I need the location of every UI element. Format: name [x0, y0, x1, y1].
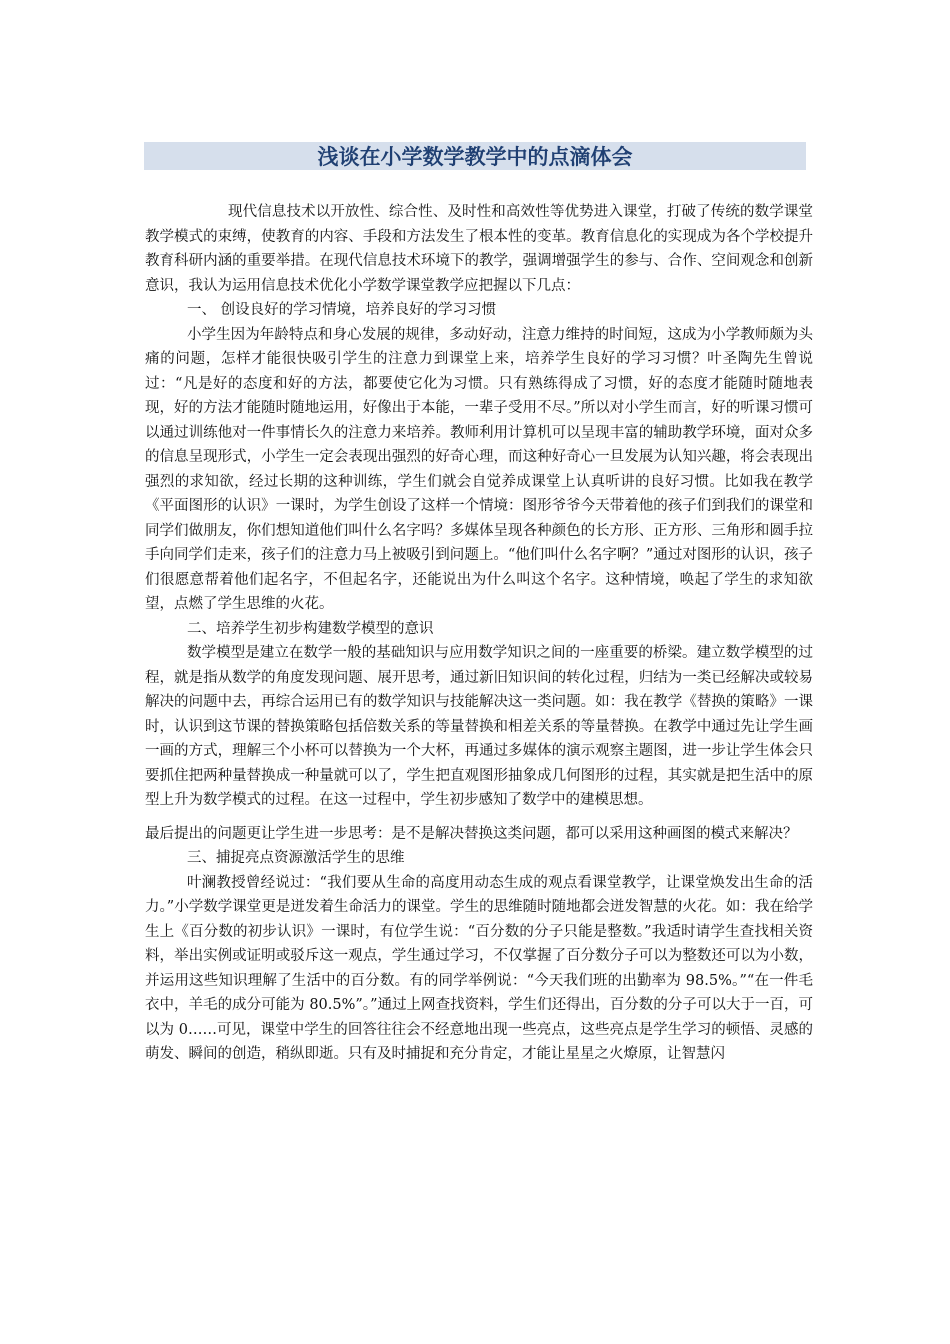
section-heading-1: 一、 创设良好的学习情境，培养良好的学习习惯 — [187, 302, 497, 318]
body-paragraph: 叶澜教授曾经说过：“我们要从生命的高度用动态生成的观点看课堂教学，让课堂焕发出生命的活力。”小学数学课堂更是迸发着生命活力的课堂。学生的思维随时随地都会迸发智慧的火花。如：我在给学生上《百分数的初步认识》一课时，有位学生说：“百分数的分子只能是整数。”我适时请学生查找相关资料，举出实例或证明或驳斥这一观点，学生通过学习，不仅掌握了百分数分子可以为整数还可以为小数，并运用这些知识理解了生活中的百分数。有的同学举例说：“今天我们班的出勤率为 98.5%。”“在一件毛衣中，羊毛的成分可能为 80.5%”。”通过上网查找资料，学生们还得出，百分数的分子可以大于一百，可以为 0……可见，课堂中学生的回答往往会不经意地出现一些亮点，这些亮点是学生学习的顿悟、灵感的萌发、瞬间的创造，稍纵即逝。只有及时捕捉和充分肯定，才能让星星之火燎原，让智慧闪 — [145, 874, 813, 1062]
body-paragraph: 小学生因为年龄特点和身心发展的规律，多动好动，注意力维持的时间短，这成为小学教师颇为头痛的问题，怎样才能很快吸引学生的注意力到课堂上来，培养学生良好的学习习惯？叶圣陶先生曾说过：“凡是好的态度和好的方法，都要使它化为习惯。只有熟练得成了习惯，好的态度才能随时随地表现，好的方法才能随时随地运用，好像出于本能，一辈子受用不尽。”所以对小学生而言，好的听课习惯可以通过训练他对一件事情长久的注意力来培养。教师利用计算机可以呈现丰富的辅助教学环境，面对众多的信息呈现形式，小学生一定会表现出强烈的好奇心理，而这种好奇心一旦发展为认知兴趣，将会表现出强烈的求知欲，经过长期的这种训练，学生们就会自觉养成课堂上认真听讲的良好习惯。比如我在教学《平面图形的认识》一课时，为学生创设了这样一个情境：图形爷爷今天带着他的孩子们到我们的课堂和同学们做朋友，你们想知道他们叫什么名字吗？多媒体呈现各种颜色的长方形、正方形、三角形和圆手拉手向同学们走来，孩子们的注意力马上被吸引到问题上。“他们叫什么名字啊？”通过对图形的认识，孩子们很愿意帮着他们起名字，不但起名字，还能说出为什么叫这个名字。这种情境，唤起了学生的求知欲望，点燃了学生思维的火花。 — [145, 326, 813, 612]
body-paragraph: 最后提出的问题更让学生进一步思考：是不是解决替换这类问题，都可以采用这种画图的模式来解决？ — [145, 825, 798, 842]
body-paragraph: 数学模型是建立在数学一般的基础知识与应用数学知识之间的一座重要的桥梁。建立数学模型的过程，就是指从数学的角度发现问题、展开思考，通过新旧知识间的转化过程，归结为一类已经解决或较易解决的问题中去，再综合运用已有的数学知识与技能解决这一类问题。如：我在教学《替换的策略》一课时，认识到这节课的替换策略包括倍数关系的等量替换和相差关系的等量替换。在教学中通过先让学生画一画的方式，理解三个小杯可以替换为一个大杯，再通过多媒体的演示观察主题图，进一步让学生体会只要抓住把两种量替换成一种量就可以了，学生把直观图形抽象成几何图形的过程，其实就是把生活中的原型上升为数学模式的过程。在这一过程中，学生初步感知了数学中的建模思想。 — [145, 645, 813, 808]
document-title: 浅谈在小学数学教学中的点滴体会 — [317, 145, 633, 169]
section-heading-3: 三、捕捉亮点资源激活学生的思维 — [187, 850, 405, 866]
intro-paragraph: 现代信息技术以开放性、综合性、及时性和高效性等优势进入课堂，打破了传统的数学课堂教学模式的束缚，使教育的内容、手段和方法发生了根本性的变革。教育信息化的实现成为各个学校提升教育科研内涵的重要举措。在现代信息技术环境下的教学，强调增强学生的参与、合作、空间观念和创新意识，我认为运用信息技术优化小学数学课堂教学应把握以下几点： — [145, 204, 813, 294]
document-body — [145, 200, 813, 1067]
section-heading-2: 二、培养学生初步构建数学模型的意识 — [187, 620, 434, 637]
